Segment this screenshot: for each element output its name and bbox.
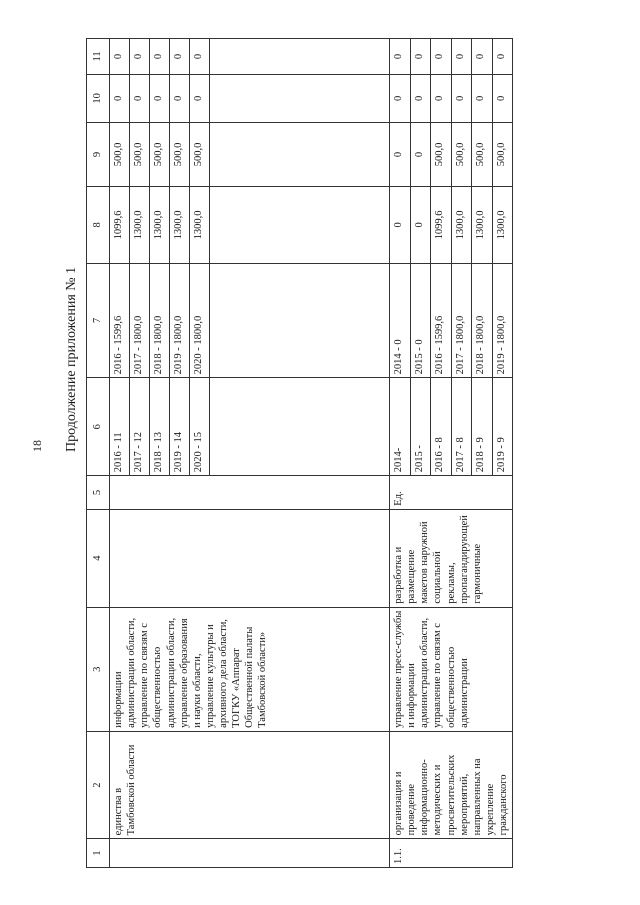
cell: 0 — [431, 74, 452, 122]
cell-b2-c1: 1.1. — [390, 839, 513, 868]
cell — [210, 378, 390, 476]
cell: 0 — [451, 74, 472, 122]
cell: 2015 - — [410, 378, 431, 476]
cell: 2016 - 1599,6 — [110, 263, 130, 378]
cell: 2015 - 0 — [410, 263, 431, 378]
cell: 0 — [170, 74, 190, 122]
cell: 0 — [190, 74, 210, 122]
cell-b1-c1 — [110, 839, 390, 868]
cell: 1300,0 — [492, 187, 513, 263]
header-5: 5 — [87, 476, 110, 509]
cell: 0 — [130, 74, 150, 122]
cell: 1300,0 — [150, 187, 170, 263]
cell: 0 — [130, 39, 150, 75]
cell: 2017 - 1800,0 — [451, 263, 472, 378]
cell: 500,0 — [492, 122, 513, 187]
header-10: 10 — [87, 74, 110, 122]
cell: 0 — [492, 74, 513, 122]
header-3: 3 — [87, 607, 110, 731]
cell — [210, 263, 390, 378]
cell: 0 — [410, 122, 431, 187]
cell: 1099,6 — [110, 187, 130, 263]
cell-b2-c3: управление пресс-службы и информации администрации области, управление по связям с общественностью администрации — [390, 607, 513, 731]
cell: 2018 - 13 — [150, 378, 170, 476]
cell: 0 — [390, 122, 411, 187]
cell: 1300,0 — [170, 187, 190, 263]
table-row — [390, 39, 411, 868]
program-table — [86, 38, 513, 868]
cell — [210, 74, 390, 122]
cell: 1300,0 — [451, 187, 472, 263]
cell: 0 — [390, 39, 411, 75]
cell: 500,0 — [150, 122, 170, 187]
cell: 0 — [170, 39, 190, 75]
cell: 500,0 — [190, 122, 210, 187]
cell: 2018 - 1800,0 — [472, 263, 493, 378]
header-7: 7 — [87, 263, 110, 378]
cell: 2016 - 8 — [431, 378, 452, 476]
cell-b1-c4 — [110, 509, 390, 607]
cell: 2017 - 1800,0 — [130, 263, 150, 378]
cell — [210, 39, 390, 75]
table-row — [110, 39, 130, 868]
header-8: 8 — [87, 187, 110, 263]
cell: 500,0 — [170, 122, 190, 187]
header-9: 9 — [87, 122, 110, 187]
cell-b2-c5: Ед. — [390, 476, 513, 509]
cell: 0 — [492, 39, 513, 75]
cell: 0 — [451, 39, 472, 75]
cell: 2019 - 9 — [492, 378, 513, 476]
cell: 2019 - 14 — [170, 378, 190, 476]
cell: 2020 - 15 — [190, 378, 210, 476]
cell: 2020 - 1800,0 — [190, 263, 210, 378]
cell: 1300,0 — [130, 187, 150, 263]
cell-b2-c4: разработка и размещение макетов наружной социальной рекламы, пропагандирующей гармоничные — [390, 509, 513, 607]
cell: 0 — [150, 74, 170, 122]
cell: 0 — [390, 187, 411, 263]
cell: 0 — [190, 39, 210, 75]
cell: 0 — [110, 39, 130, 75]
header-1: 1 — [87, 839, 110, 868]
header-6: 6 — [87, 378, 110, 476]
cell: 2019 - 1800,0 — [170, 263, 190, 378]
cell: 500,0 — [110, 122, 130, 187]
continuation-title: Продолжение приложения № 1 — [64, 266, 79, 452]
cell: 500,0 — [472, 122, 493, 187]
cell: 2018 - 9 — [472, 378, 493, 476]
cell: 2019 - 1800,0 — [492, 263, 513, 378]
page-number: 18 — [30, 440, 44, 452]
cell: 0 — [410, 74, 431, 122]
cell: 2017 - 8 — [451, 378, 472, 476]
cell-b2-c2: организация и проведение информационно-методических и просветительских мероприятий, направленных на укрепление гражданского — [390, 731, 513, 839]
cell: 2017 - 12 — [130, 378, 150, 476]
cell: 500,0 — [130, 122, 150, 187]
cell-b1-c5 — [110, 476, 390, 509]
cell — [210, 187, 390, 263]
header-row — [87, 39, 110, 868]
cell: 0 — [150, 39, 170, 75]
cell: 2014 - 0 — [390, 263, 411, 378]
cell: 2016 - 1599,6 — [431, 263, 452, 378]
cell: 1300,0 — [190, 187, 210, 263]
header-4: 4 — [87, 509, 110, 607]
cell: 2014- — [390, 378, 411, 476]
cell: 0 — [390, 74, 411, 122]
cell: 0 — [472, 39, 493, 75]
cell: 0 — [410, 187, 431, 263]
cell: 0 — [410, 39, 431, 75]
cell: 0 — [472, 74, 493, 122]
cell: 1300,0 — [472, 187, 493, 263]
table-sheet — [86, 38, 606, 868]
cell: 500,0 — [451, 122, 472, 187]
cell: 1099,6 — [431, 187, 452, 263]
cell: 500,0 — [431, 122, 452, 187]
header-2: 2 — [87, 731, 110, 839]
cell: 2018 - 1800,0 — [150, 263, 170, 378]
cell-b1-c2: единства в Тамбовской области — [110, 731, 390, 839]
cell-b1-c3: информации администрации области, управление по связям с общественностью администрации области, управление образования и науки области, управление культуры и архивного дела области, ТОГКУ «Аппарат Общественной палаты Тамбовской области» — [110, 607, 390, 731]
cell: 0 — [110, 74, 130, 122]
header-11: 11 — [87, 39, 110, 75]
cell: 0 — [431, 39, 452, 75]
cell: 2016 - 11 — [110, 378, 130, 476]
cell — [210, 122, 390, 187]
